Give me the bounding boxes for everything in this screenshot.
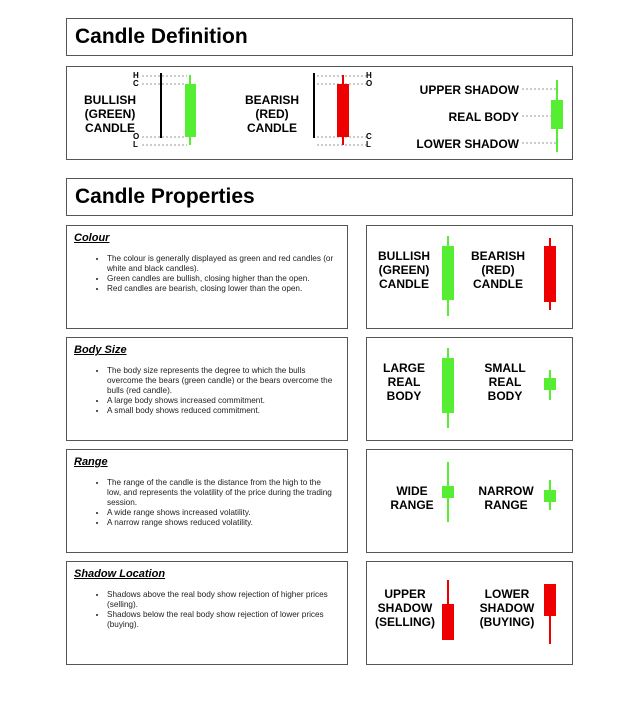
- list-item: • A wide range shows increased volatility.: [107, 508, 337, 518]
- properties-title: Candle Properties: [75, 185, 255, 208]
- list-item: • Shadows below the real body show rejection of lower prices (buying).: [107, 610, 337, 630]
- shadow-location-title: Shadow Location: [74, 568, 166, 580]
- bullish-body: [185, 84, 196, 137]
- definition-panel: [66, 66, 573, 160]
- bear-low-mark: L: [366, 140, 371, 149]
- bull-high-mark: H: [133, 71, 139, 80]
- colour-figure-panel: [366, 225, 573, 329]
- bearish-candle-label: BEARISH (RED) CANDLE: [244, 93, 299, 135]
- body-size-text-panel: [66, 337, 348, 441]
- anatomy-body: [551, 100, 563, 129]
- body-size-left-label: LARGE REAL BODY: [383, 361, 425, 403]
- colour-left-label: BULLISH (GREEN) CANDLE: [378, 249, 430, 291]
- bearish-body: [337, 84, 349, 137]
- lower-shadow-body: [544, 584, 556, 616]
- small-body-body: [544, 378, 556, 390]
- list-item: • A small body shows reduced commitment.: [107, 406, 337, 416]
- list-item: • A large body shows increased commitment.: [107, 396, 337, 406]
- wide-range-body: [442, 486, 454, 498]
- bullish-candle-label: BULLISH (GREEN) CANDLE: [84, 93, 136, 135]
- range-bullets: [87, 478, 337, 528]
- shadow-location-text-panel: [66, 561, 348, 665]
- body-size-title: Body Size: [74, 344, 127, 356]
- shadow-location-figure-panel: [366, 561, 573, 665]
- range-text-panel: [66, 449, 348, 553]
- list-item: • The body size represents the degree to which the bulls overcome the bears (green candle) or the bears overcome the bulls (red candle).: [107, 366, 337, 396]
- bear-open-mark: O: [366, 79, 373, 88]
- upper-shadow-body: [442, 604, 454, 640]
- colour-title: Colour: [74, 232, 110, 244]
- range-left-label: WIDE RANGE: [390, 484, 434, 512]
- real-body-label: REAL BODY: [448, 110, 519, 124]
- narrow-range-body: [544, 490, 556, 502]
- properties-header: [66, 178, 573, 216]
- colour-green-body: [442, 246, 454, 300]
- body-size-figure-panel: [366, 337, 573, 441]
- large-body-body: [442, 358, 454, 413]
- colour-bullets: [87, 254, 337, 294]
- range-title: Range: [74, 456, 108, 468]
- shadow-location-left-label: UPPER SHADOW (SELLING): [375, 587, 435, 629]
- range-figure-panel: [366, 449, 573, 553]
- body-size-right-label: SMALL REAL BODY: [484, 361, 526, 403]
- bull-close-mark: C: [133, 79, 139, 88]
- shadow-location-bullets: [87, 590, 337, 630]
- list-item: • Shadows above the real body show rejection of higher prices (selling).: [107, 590, 337, 610]
- definition-header: [66, 18, 573, 56]
- shadow-location-right-label: LOWER SHADOW (BUYING): [479, 587, 535, 629]
- colour-right-label: BEARISH (RED) CANDLE: [470, 249, 525, 291]
- bull-open-mark: O: [133, 132, 140, 141]
- list-item: • The colour is generally displayed as green and red candles (or white and black candles).: [107, 254, 337, 274]
- definition-title: Candle Definition: [75, 25, 248, 48]
- list-item: • The range of the candle is the distance from the high to the low, and represents the volatility of the price during the trading session.: [107, 478, 337, 508]
- body-size-bullets: [87, 366, 337, 416]
- colour-red-body: [544, 246, 556, 302]
- bull-low-mark: L: [133, 140, 138, 149]
- list-item: • A narrow range shows reduced volatility.: [107, 518, 337, 528]
- upper-shadow-label: UPPER SHADOW: [419, 83, 519, 97]
- list-item: • Green candles are bullish, closing higher than the open.: [107, 274, 337, 284]
- bear-high-mark: H: [366, 71, 372, 80]
- list-item: • Red candles are bearish, closing lower than the open.: [107, 284, 337, 294]
- colour-text-panel: [66, 225, 348, 329]
- range-right-label: NARROW RANGE: [478, 484, 534, 512]
- bear-close-mark: C: [366, 132, 372, 141]
- lower-shadow-label: LOWER SHADOW: [416, 137, 519, 151]
